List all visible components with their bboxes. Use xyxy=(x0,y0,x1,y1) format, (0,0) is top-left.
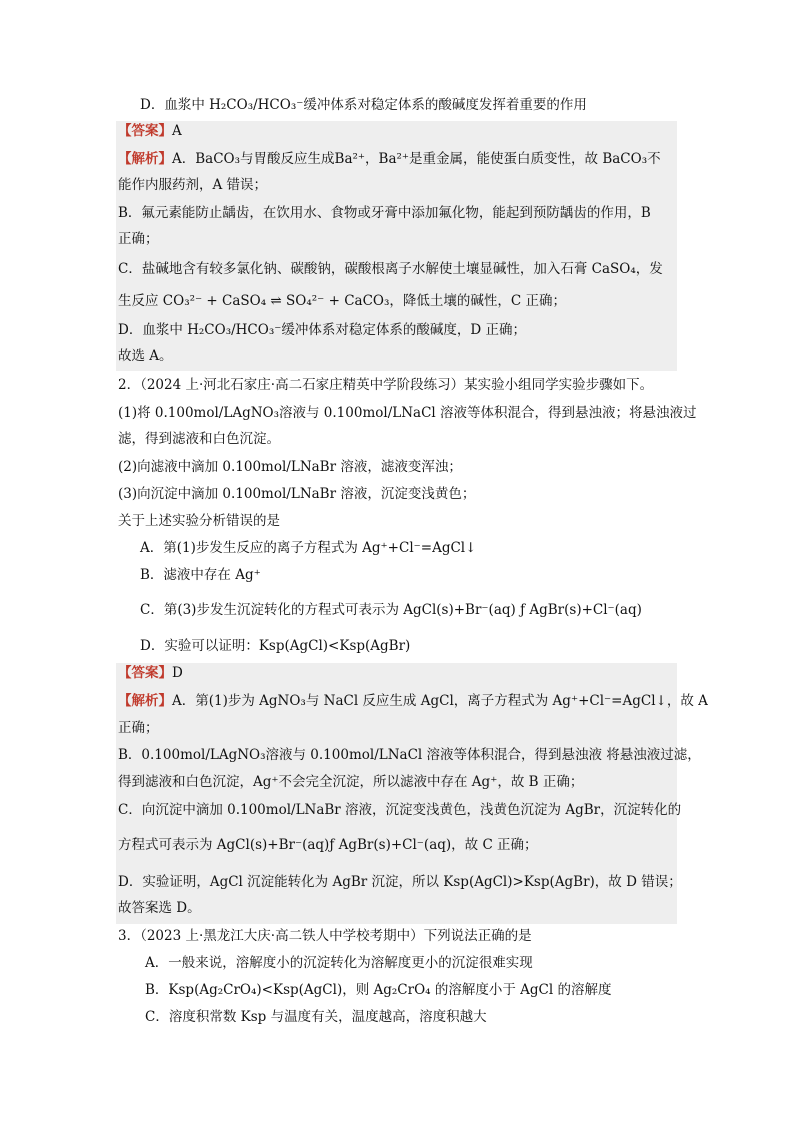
q3-stem: 3．（2023 上·黑龙江大庆·高二铁人中学校考期中）下列说法正确的是 xyxy=(118,928,532,944)
analysis-tag: 【解析】 xyxy=(118,693,172,709)
q1-analysis-line: 故选 A。 xyxy=(118,348,173,364)
answer-tag: 【答案】 xyxy=(118,665,172,681)
analysis-text: A．第(1)步为 AgNO₃与 NaCl 反应生成 AgCl，离子方程式为 Ag⁺+Cl⁻=AgCl↓，故 A xyxy=(172,693,708,709)
q2-analysis-line: 故答案选 D。 xyxy=(118,900,201,916)
q2-step: (3)向沉淀中滴加 0.100mol/LNaBr 溶液，沉淀变浅黄色； xyxy=(118,486,476,502)
q2-analysis-line: 方程式可表示为 AgCl(s)+Br⁻(aq)ƒ AgBr(s)+Cl⁻(aq)，故 C 正确； xyxy=(118,837,538,853)
q2-option-d: D．实验可以证明：Ksp(AgCl)<Ksp(AgBr) xyxy=(140,638,411,654)
q2-question: 关于上述实验分析错误的是 xyxy=(118,513,280,529)
q1-option-d: D．血浆中 H₂CO₃/HCO₃⁻缓冲体系对稳定体系的酸碱度发挥着重要的作用 xyxy=(140,97,587,113)
answer-tag: 【答案】 xyxy=(118,123,172,139)
q2-analysis-line xyxy=(118,691,708,711)
q1-analysis-line: 能作内服药剂，A 错误； xyxy=(118,177,268,193)
q1-analysis-line: C．盐碱地含有较多氯化钠、碳酸钠，碳酸根离子水解使土壤显碱性，加入石膏 CaSO₄，发 xyxy=(118,261,663,277)
q2-step: (1)将 0.100mol/LAgNO₃溶液与 0.100mol/LNaCl 溶液等体积混合，得到悬浊液；将悬浊液过 xyxy=(118,405,697,421)
q1-analysis-line: 正确； xyxy=(118,231,159,247)
q2-analysis-line: 正确； xyxy=(118,720,159,736)
q2-stem: 2．（2024 上·河北石家庄·高二石家庄精英中学阶段练习）某实验小组同学实验步骤如下。 xyxy=(118,377,654,393)
q2-analysis-line: C．向沉淀中滴加 0.100mol/LNaBr 溶液，沉淀变浅黄色，浅黄色沉淀为 AgBr，沉淀转化的 xyxy=(118,802,682,818)
q2-step: 滤，得到滤液和白色沉淀。 xyxy=(118,431,280,447)
q3-option-a: A．一般来说，溶解度小的沉淀转化为溶解度更小的沉淀很难实现 xyxy=(145,955,533,971)
q1-analysis-line xyxy=(118,149,678,169)
answer-value: A xyxy=(172,123,182,139)
q1-answer xyxy=(118,121,678,141)
q2-analysis-line: 得到滤液和白色沉淀，Ag⁺不会完全沉淀，所以滤液中存在 Ag⁺，故 B 正确； xyxy=(118,774,584,790)
q1-analysis-line: B．氟元素能防止龋齿，在饮用水、食物或牙膏中添加氟化物，能起到预防龋齿的作用，B xyxy=(118,205,651,221)
q3-option-b: B．Ksp(Ag₂CrO₄)<Ksp(AgCl)，则 Ag₂CrO₄ 的溶解度小于 AgCl 的溶解度 xyxy=(145,982,612,998)
answer-value: D xyxy=(172,665,183,681)
q2-option-b: B．滤液中存在 Ag⁺ xyxy=(140,567,261,583)
analysis-tag: 【解析】 xyxy=(118,151,172,167)
q2-option-a: A．第(1)步发生反应的离子方程式为 Ag⁺+Cl⁻=AgCl↓ xyxy=(140,540,477,556)
q2-analysis-line: B．0.100mol/LAgNO₃溶液与 0.100mol/LNaCl 溶液等体积混合，得到悬浊液 将悬浊液过滤， xyxy=(118,747,701,763)
q2-option-c: C．第(3)步发生沉淀转化的方程式可表示为 AgCl(s)+Br⁻(aq) ƒ AgBr(s)+Cl⁻(aq) xyxy=(140,602,642,618)
q3-option-c: C．溶度积常数 Ksp 与温度有关，温度越高，溶度积越大 xyxy=(145,1009,487,1025)
q1-analysis-line: 生反应 CO₃²⁻ + CaSO₄ ⇌ SO₄²⁻ + CaCO₃，降低土壤的碱性，C 正确； xyxy=(118,293,566,309)
q2-analysis-line: D．实验证明，AgCl 沉淀能转化为 AgBr 沉淀，所以 Ksp(AgCl)>Ksp(AgBr)，故 D 错误； xyxy=(118,874,682,890)
analysis-text: A．BaCO₃与胃酸反应生成Ba²⁺，Ba²⁺是重金属，能使蛋白质变性，故 BaCO₃不 xyxy=(172,151,661,167)
q2-step: (2)向滤液中滴加 0.100mol/LNaBr 溶液，滤液变浑浊； xyxy=(118,459,462,475)
q2-answer xyxy=(118,663,678,683)
q1-analysis-line: D．血浆中 H₂CO₃/HCO₃⁻缓冲体系对稳定体系的酸碱度，D 正确； xyxy=(118,322,526,338)
